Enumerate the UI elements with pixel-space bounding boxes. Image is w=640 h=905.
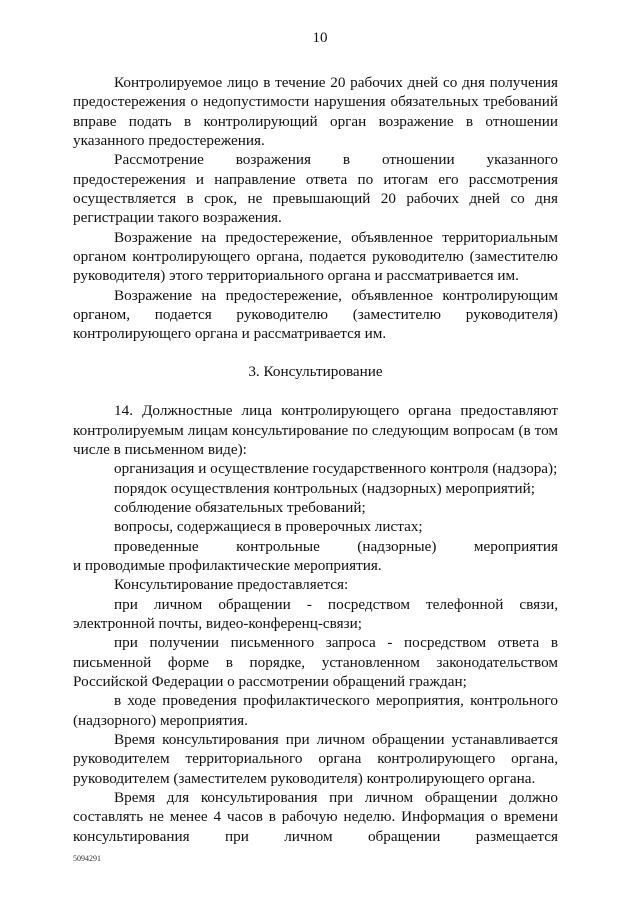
paragraph-consulting-intro: 14. Должностные лица контролирующего органа предоставляют контролируемым лицам консультирование по следующим вопросам (в том числе в письменном виде): xyxy=(73,402,558,458)
list-item-topic: организация и осуществление государственного контроля (надзора); xyxy=(114,460,558,478)
list-item-topic: проведенные контрольные (надзорные) мероприятия xyxy=(114,537,558,555)
document-body xyxy=(73,73,558,846)
list-item-topic-continuation: и проводимые профилактические мероприятия. xyxy=(73,556,382,574)
section-heading: 3. Консультирование xyxy=(248,362,383,380)
paragraph-time-set: Время консультирования при личном обращении устанавливается руководителем территориального органа контролирующего органа, руководителем (заместителем руководителя) контролирующего органа. xyxy=(73,731,558,787)
list-item-mode-personal: при личном обращении - посредством телефонной связи, электронной почты, видео-конференц-связи; xyxy=(73,595,558,632)
document-code: 5094291 xyxy=(73,854,101,863)
paragraph-objection-deadline: Контролируемое лицо в течение 20 рабочих дней со дня получения предостережения о недопустимости нарушения обязательных требований вправе подать в контролирующий орган возражение в отношении указанного предостережения. xyxy=(73,74,558,150)
paragraph-objection-review: Рассмотрение возражения в отношении указанного предостережения и направление ответа по итогам его рассмотрения осуществляется в срок, не превышающий 20 рабочих дней со дня регистрации такого возражения. xyxy=(73,151,558,227)
list-item-mode-written: при получении письменного запроса - посредством ответа в письменной форме в порядке, установленном законодательством Российской Федерации о рассмотрении обращений граждан; xyxy=(73,634,558,690)
paragraph-objection-central: Возражение на предостережение, объявленное контролирующим органом, подается руководителю (заместителю руководителя) контролирующего органа и рассматривается им. xyxy=(73,286,558,343)
paragraph-objection-territorial: Возражение на предостережение, объявленное территориальным органом контролирующего органа, подается руководителю (заместителю руководителя) этого территориального органа и рассматривается им. xyxy=(73,228,558,285)
list-item-topic: соблюдение обязательных требований; xyxy=(114,498,366,516)
list-item-topic: порядок осуществления контрольных (надзорных) мероприятий; xyxy=(114,479,535,497)
paragraph-time-minimum: Время для консультирования при личном обращении должно составлять не менее 4 часов в рабочую неделю. Информация о времени консультирования при личном обращении размещается xyxy=(73,789,558,845)
page-number: 10 xyxy=(312,30,328,46)
list-item-topic: вопросы, содержащиеся в проверочных листах; xyxy=(114,518,423,536)
list-item-mode-event: в ходе проведения профилактического мероприятия, контрольного (надзорного) мероприятия. xyxy=(73,692,558,729)
paragraph-consulting-provided: Консультирование предоставляется: xyxy=(114,576,349,594)
